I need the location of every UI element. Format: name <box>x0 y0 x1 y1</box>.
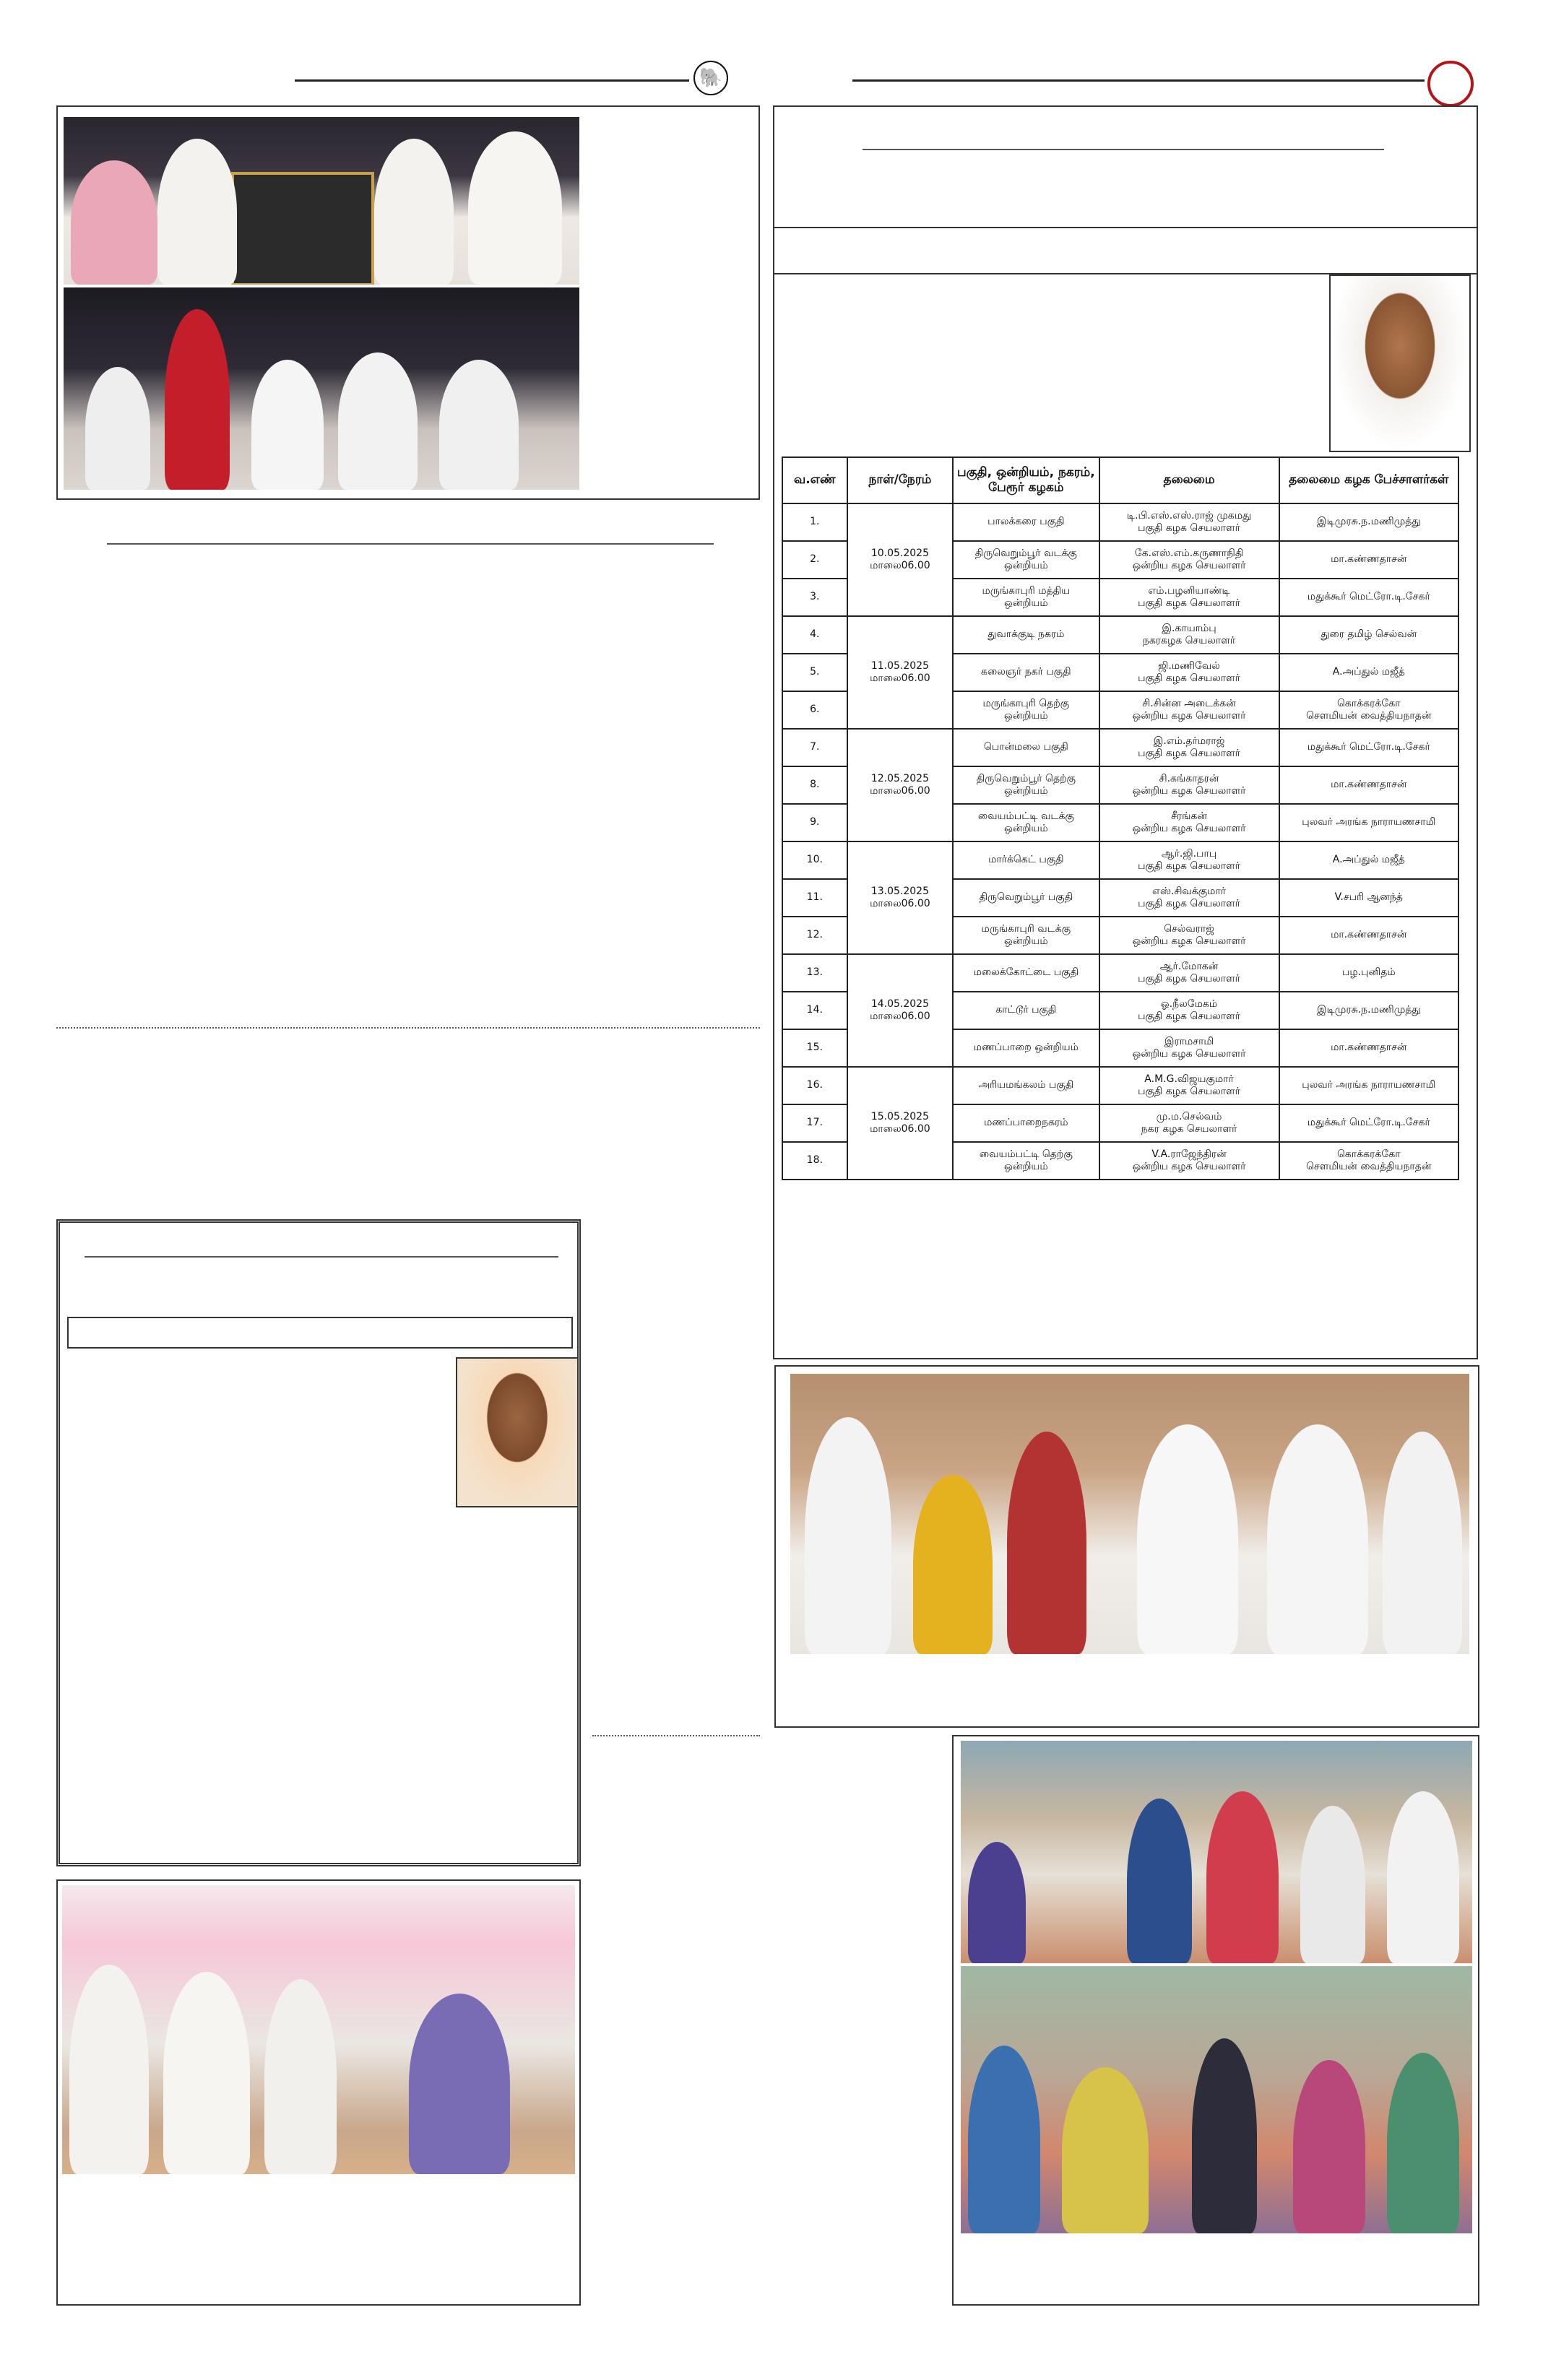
speaker-cell-line: கொக்கரக்கோ <box>1337 697 1401 709</box>
area-cell <box>953 1142 1099 1180</box>
foundation-plaque-shape <box>231 172 374 285</box>
area-cell <box>953 879 1099 917</box>
area-cell-line: ஒன்றியம் <box>1004 785 1048 797</box>
serial-cell: 8. <box>782 766 847 804</box>
area-cell-line: கலைஞர் நகர் பகுதி <box>981 666 1071 678</box>
person-shape <box>163 1972 250 2174</box>
person-shape <box>468 131 562 285</box>
area-cell <box>953 766 1099 804</box>
area-cell-line: காட்டூர் பகுதி <box>995 1004 1057 1016</box>
speaker-cell <box>1279 1142 1458 1180</box>
header-rule-left <box>295 79 689 82</box>
area-cell-line: மணப்பாறை ஒன்றியம் <box>973 1042 1079 1054</box>
serial-cell: 10. <box>782 841 847 879</box>
speaker-cell-line: புலவர் அரங்க நாராயணசாமி <box>1302 816 1436 828</box>
head-cell <box>1099 841 1279 879</box>
serial-cell: 9. <box>782 804 847 841</box>
head-cell-line: கே.எஸ்.எம்.கருணாநிதி <box>1134 547 1244 559</box>
table-row <box>782 729 1458 766</box>
area-cell <box>953 841 1099 879</box>
meeting-date: 13.05.2025 <box>870 885 929 897</box>
table-row <box>782 1067 1458 1104</box>
plaque-unveiling-photo <box>64 117 579 285</box>
serial-cell: 7. <box>782 729 847 766</box>
head-cell <box>1099 616 1279 654</box>
meeting-date: 14.05.2025 <box>870 998 929 1010</box>
area-cell <box>953 954 1099 992</box>
person-shape <box>85 367 150 490</box>
area-cell <box>953 917 1099 954</box>
head-cell-line: இ.காயாம்பு <box>1162 622 1216 634</box>
serial-cell: 5. <box>782 654 847 691</box>
header-speakers: தலைமை கழக பேச்சாளர்கள் <box>1279 457 1458 503</box>
head-cell-line: சீரங்கன் <box>1171 810 1207 822</box>
speaker-cell <box>1279 992 1458 1029</box>
area-cell <box>953 503 1099 541</box>
head-cell-line: நகர கழக செயலாளர் <box>1141 1123 1237 1135</box>
person-shape <box>1267 1424 1368 1654</box>
header-area: பகுதி, ஒன்றியம், நகரம், பேரூர் கழகம் <box>953 457 1099 503</box>
speaker-cell <box>1279 1029 1458 1067</box>
person-shape <box>1206 1791 1279 1963</box>
date-cell <box>847 616 954 729</box>
speaker-cell-line: A.அப்துல் மஜீத் <box>1332 854 1405 866</box>
person-shape <box>1007 1432 1086 1654</box>
table-header-row <box>782 457 1458 503</box>
head-cell-line: ஒன்றிய கழக செயலாளர் <box>1132 785 1246 797</box>
meeting-date: 12.05.2025 <box>870 772 929 784</box>
schedule-subheading-band <box>773 227 1478 274</box>
area-cell-line: ஒன்றியம் <box>1004 597 1048 609</box>
speaker-cell-line: மதுக்கூர் மெட்ரோ.டி.சேகர் <box>1307 1117 1430 1129</box>
speaker-cell <box>1279 691 1458 729</box>
area-cell <box>953 729 1099 766</box>
area-cell-line: ஒன்றியம் <box>1004 560 1048 571</box>
area-cell-line: ஒன்றியம் <box>1004 710 1048 722</box>
head-cell-line: பகுதி கழக செயலாளர் <box>1138 898 1240 909</box>
leader-box-subheading-band <box>67 1317 573 1349</box>
schedule-headline-rule <box>863 149 1384 150</box>
head-cell <box>1099 917 1279 954</box>
speaker-cell-line: புலவர் அரங்க நாராயணசாமி <box>1302 1079 1436 1091</box>
meeting-time: மாலை06.00 <box>870 672 930 684</box>
speaker-cell <box>1279 541 1458 579</box>
speaker-cell-line: மா.கண்ணதாசன் <box>1331 929 1407 941</box>
person-shape <box>439 360 519 490</box>
head-cell <box>1099 1029 1279 1067</box>
person-shape <box>71 160 157 285</box>
meeting-time: மாலை06.00 <box>870 785 930 797</box>
speaker-cell <box>1279 841 1458 879</box>
person-shape <box>1127 1799 1192 1963</box>
area-cell-line: பாலக்கரை பகுதி <box>987 516 1065 528</box>
date-cell <box>847 1067 954 1180</box>
article-headline-rule <box>107 543 714 545</box>
area-cell <box>953 579 1099 616</box>
head-cell <box>1099 541 1279 579</box>
area-cell-line: மருங்காபுரி மத்திய <box>982 584 1071 597</box>
speaker-cell-line: மதுக்கூர் மெட்ரோ.டி.சேகர் <box>1307 741 1430 753</box>
head-cell <box>1099 992 1279 1029</box>
serial-cell: 17. <box>782 1104 847 1142</box>
office-handover-photo <box>790 1374 1469 1654</box>
person-shape <box>264 1979 337 2174</box>
speaker-cell <box>1279 579 1458 616</box>
serial-cell: 15. <box>782 1029 847 1067</box>
speaker-cell-line: மதுக்கூர் மெட்ரோ.டி.சேகர் <box>1307 591 1430 603</box>
person-shape <box>1137 1424 1238 1654</box>
head-cell-line: ஒன்றிய கழக செயலாளர் <box>1132 823 1246 834</box>
area-cell-line: பொன்மலை பகுதி <box>983 741 1068 753</box>
person-shape <box>1387 1791 1459 1963</box>
header-head: தலைமை <box>1099 457 1279 503</box>
table-row <box>782 503 1458 541</box>
person-shape <box>1293 2060 1365 2233</box>
speaker-cell <box>1279 616 1458 654</box>
speaker-cell-line: மா.கண்ணதாசன் <box>1331 779 1407 791</box>
area-cell <box>953 1104 1099 1142</box>
head-cell-line: பகுதி கழக செயலாளர் <box>1138 1011 1240 1022</box>
speaker-cell <box>1279 766 1458 804</box>
area-cell-line: மணப்பாறைநகரம் <box>984 1117 1068 1129</box>
speaker-cell <box>1279 804 1458 841</box>
area-cell-line: ஒன்றியம் <box>1004 823 1048 834</box>
head-cell-line: ஜி.மணிவேல் <box>1158 659 1220 672</box>
head-cell-line: A.M.G.விஜயகுமார் <box>1144 1073 1234 1085</box>
head-cell-line: பகுதி கழக செயலாளர் <box>1138 973 1240 985</box>
area-cell <box>953 616 1099 654</box>
speaker-cell-line: சௌமியன் வைத்தியநாதன் <box>1306 1161 1432 1172</box>
head-cell-line: பகுதி கழக செயலாளர் <box>1138 860 1240 872</box>
speaker-cell <box>1279 954 1458 992</box>
serial-cell: 18. <box>782 1142 847 1180</box>
head-cell-line: பகுதி கழக செயலாளர் <box>1138 748 1240 759</box>
area-cell-line: திருவெறும்பூர் தெற்கு <box>976 772 1076 784</box>
serial-cell: 3. <box>782 579 847 616</box>
head-cell <box>1099 1067 1279 1104</box>
meeting-date: 11.05.2025 <box>870 659 929 672</box>
head-cell-line: ஒன்றிய கழக செயலாளர் <box>1132 1048 1246 1060</box>
speaker-cell-line: V.சபரி ஆனந்த் <box>1334 891 1403 904</box>
area-cell-line: ஒன்றியம் <box>1004 1161 1048 1172</box>
area-cell <box>953 654 1099 691</box>
person-shape <box>338 352 418 490</box>
head-cell <box>1099 579 1279 616</box>
speaker-cell-line: துரை தமிழ் செல்வன் <box>1321 628 1417 641</box>
serial-cell: 16. <box>782 1067 847 1104</box>
date-cell <box>847 503 954 616</box>
header-date: நாள்/நேரம் <box>847 457 954 503</box>
person-shape <box>1387 2053 1459 2233</box>
area-cell-line: ஒன்றியம் <box>1004 935 1048 947</box>
area-cell <box>953 992 1099 1029</box>
area-cell <box>953 1029 1099 1067</box>
head-cell-line: சி.சின்ன அடைக்கன் <box>1142 697 1236 709</box>
head-cell-line: ஆர்.ஜி.பாபு <box>1161 847 1217 860</box>
serial-cell: 4. <box>782 616 847 654</box>
person-shape <box>1383 1432 1462 1654</box>
head-cell-line: டி.பி.எஸ்.எஸ்.ராஜ் முகமது <box>1126 509 1252 522</box>
serial-cell: 13. <box>782 954 847 992</box>
person-shape <box>913 1475 993 1654</box>
speaker-cell-line: மா.கண்ணதாசன் <box>1331 553 1407 566</box>
table-row <box>782 841 1458 879</box>
area-cell-line: மலைக்கோட்டை பகுதி <box>973 966 1079 979</box>
person-shape <box>968 1842 1026 1963</box>
head-cell <box>1099 1104 1279 1142</box>
speaker-cell-line: கொக்கரக்கோ <box>1337 1148 1401 1160</box>
date-cell <box>847 729 954 841</box>
head-cell-line: ஒன்றிய கழக செயலாளர் <box>1132 935 1246 947</box>
donation-photo-frame <box>774 1365 1479 1728</box>
speaker-cell <box>1279 654 1458 691</box>
area-cell <box>953 691 1099 729</box>
area-cell-line: அரியமங்கலம் பகுதி <box>978 1079 1074 1091</box>
head-cell <box>1099 654 1279 691</box>
speaker-cell-line: இடிமுரசு.ந.மணிமுத்து <box>1317 1004 1421 1016</box>
date-cell <box>847 954 954 1067</box>
street-distribution-photo <box>961 1966 1472 2233</box>
serial-cell: 1. <box>782 503 847 541</box>
meeting-time: மாலை06.00 <box>870 1123 930 1135</box>
speaker-cell <box>1279 1067 1458 1104</box>
head-cell <box>1099 503 1279 541</box>
head-cell-line: பகுதி கழக செயலாளர் <box>1138 597 1240 609</box>
head-cell-line: ஓ.நீலமேகம் <box>1160 998 1218 1010</box>
head-cell-line: எம்.பழனியாண்டி <box>1148 584 1230 597</box>
person-shape <box>69 1965 149 2174</box>
person-shape <box>157 139 237 285</box>
head-cell-line: பகுதி கழக செயலாளர் <box>1138 522 1240 534</box>
watermelon-distribution-photo <box>961 1741 1472 1963</box>
speaker-cell <box>1279 879 1458 917</box>
head-cell <box>1099 879 1279 917</box>
head-cell-line: V.A.ராஜேந்திரன் <box>1151 1148 1227 1160</box>
speaker-cell <box>1279 1104 1458 1142</box>
column-separator <box>592 1735 760 1736</box>
speaker-portrait-photo <box>1329 274 1471 452</box>
header-rule-right <box>852 79 1425 82</box>
person-shape <box>374 139 454 285</box>
meeting-time: மாலை06.00 <box>870 1011 930 1022</box>
serial-cell: 2. <box>782 541 847 579</box>
person-shape <box>968 2046 1040 2233</box>
person-shape <box>409 1994 510 2174</box>
area-cell-line: திருவெறும்பூர் வடக்கு <box>974 547 1077 559</box>
speaker-cell <box>1279 503 1458 541</box>
serial-cell: 14. <box>782 992 847 1029</box>
serial-cell: 12. <box>782 917 847 954</box>
head-cell <box>1099 1142 1279 1180</box>
head-cell <box>1099 766 1279 804</box>
speaker-cell-line: பழ.புனிதம் <box>1341 966 1396 979</box>
head-cell-line: பகுதி கழக செயலாளர் <box>1138 672 1240 684</box>
head-cell-line: செல்வராஜ் <box>1164 922 1214 935</box>
speaker-cell <box>1279 917 1458 954</box>
head-cell-line: இ.எம்.தர்மராஜ் <box>1153 735 1225 747</box>
person-shape <box>165 309 230 490</box>
speaker-cell <box>1279 729 1458 766</box>
table-row <box>782 616 1458 654</box>
article-separator <box>56 1027 760 1029</box>
elephant-emblem-icon: 🐘 <box>693 61 728 95</box>
area-cell-line: மருங்காபுரி வடக்கு <box>981 922 1071 935</box>
person-shape <box>805 1417 891 1654</box>
area-cell <box>953 541 1099 579</box>
head-cell-line: ஒன்றிய கழக செயலாளர் <box>1132 1161 1246 1172</box>
speaker-cell-line: A.அப்துல் மஜீத் <box>1332 666 1405 678</box>
speaker-cell-line: இடிமுரசு.ந.மணிமுத்து <box>1317 516 1421 528</box>
area-cell-line: வையம்பட்டி வடக்கு <box>977 810 1074 822</box>
area-cell-line: மார்க்கெட் பகுதி <box>988 854 1064 866</box>
header-serial: வ.எண் <box>782 457 847 503</box>
head-cell <box>1099 729 1279 766</box>
person-shape <box>1062 2067 1149 2233</box>
head-cell-line: எஸ்.சிவக்குமார் <box>1152 885 1227 897</box>
inauguration-photo-frame <box>56 105 760 500</box>
leader-portrait-photo <box>456 1357 579 1507</box>
meeting-time: மாலை06.00 <box>870 560 930 571</box>
speaker-cell-line: மா.கண்ணதாசன் <box>1331 1042 1407 1054</box>
head-cell-line: மு.ம.செல்வம் <box>1156 1110 1222 1122</box>
tent-camp-photo <box>62 1885 575 2174</box>
head-cell <box>1099 691 1279 729</box>
meeting-date: 10.05.2025 <box>870 547 929 559</box>
head-cell-line: நகரகழக செயலாளர் <box>1142 635 1236 646</box>
meeting-date: 15.05.2025 <box>870 1110 929 1122</box>
area-cell <box>953 804 1099 841</box>
area-cell <box>953 1067 1099 1104</box>
head-cell <box>1099 954 1279 992</box>
meeting-schedule-table <box>782 456 1459 1180</box>
head-cell-line: இராமசாமி <box>1164 1035 1214 1047</box>
night-event-photo <box>64 287 579 490</box>
head-cell-line: பகுதி கழக செயலாளர் <box>1138 1086 1240 1097</box>
person-shape <box>1192 2038 1257 2233</box>
leader-notice-box <box>56 1219 581 1866</box>
person-shape <box>251 360 324 490</box>
head-cell-line: ஆர்.மோகன் <box>1159 960 1219 972</box>
area-cell-line: வையம்பட்டி தெற்கு <box>979 1148 1073 1160</box>
head-cell-line: ஒன்றிய கழக செயலாளர் <box>1132 560 1246 571</box>
speaker-cell-line: சௌமியன் வைத்தியநாதன் <box>1306 710 1432 722</box>
leader-box-headline-rule <box>85 1256 558 1258</box>
meeting-time: மாலை06.00 <box>870 898 930 909</box>
serial-cell: 11. <box>782 879 847 917</box>
area-cell-line: மருங்காபுரி தெற்கு <box>982 697 1070 709</box>
area-cell-line: திருவெறும்பூர் பகுதி <box>979 891 1073 904</box>
red-ring-seal-icon <box>1427 61 1474 107</box>
area-cell-line: துவாக்குடி நகரம் <box>987 628 1065 641</box>
person-shape <box>1300 1806 1365 1963</box>
serial-cell: 6. <box>782 691 847 729</box>
date-cell <box>847 841 954 954</box>
camp-photo-frame <box>56 1879 581 2306</box>
head-cell-line: ஒன்றிய கழக செயலாளர் <box>1132 710 1246 722</box>
head-cell-line: சி.கங்காதரன் <box>1159 772 1219 784</box>
table-row <box>782 954 1458 992</box>
head-cell <box>1099 804 1279 841</box>
distribution-photo-frame <box>952 1735 1479 2306</box>
